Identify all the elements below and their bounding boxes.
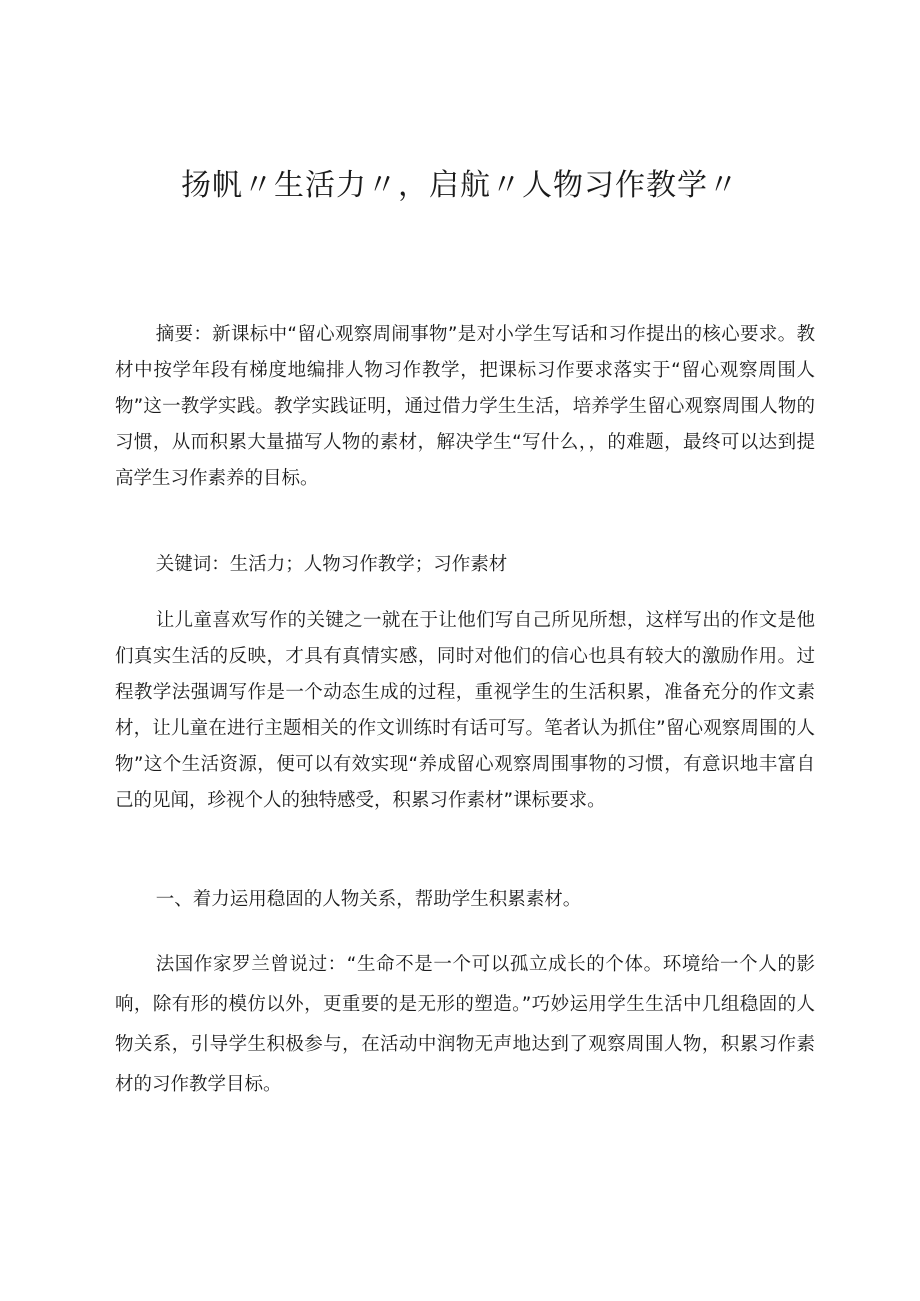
body-paragraph-2: 法国作家罗兰曾说过：“生命不是一个可以孤立成长的个体。环境给一个人的影响，除有形的模仿以外，更重要的是无形的塑造。”巧妙运用学生生活中几组稳固的人物关系，引导学生积极参与，在活动中润物无声地达到了观察周围人物，积累习作素材的习作教学目标。 (115, 954, 815, 1095)
body-section-intro (115, 603, 815, 819)
section-heading-1: 一、着力运用稳固的人物关系，帮助学生积累素材。 (155, 889, 582, 910)
keywords-section (115, 549, 815, 581)
body-section-1 (115, 945, 815, 1105)
abstract-section (115, 317, 815, 497)
body-paragraph-1: 让儿童喜欢写作的关键之一就在于让他们写自己所见所想，这样写出的作文是他们真实生活的反映，才具有真情实感，同时对他们的信心也具有较大的激励作用。过程教学法强调写作是一个动态生成的过程，重视学生的生活积累，准备充分的作文素材，让儿童在进行主题相关的作文训练时有话可写。笔者认为抓住”留心观察周围的人物”这个生活资源，便可以有效实现“养成留心观察周围事物的习惯，有意识地丰富自己的见闻，珍视个人的独特感受，积累习作素材”课标要求。 (115, 610, 815, 811)
document-title: 扬帆〃生活力〃，启航〃人物习作教学〃 (181, 168, 739, 203)
keywords-line: 关键词：生活力；人物习作教学；习作素材 (155, 554, 508, 575)
section-heading-1-wrapper (115, 882, 815, 918)
abstract-paragraph: 摘要：新课标中“留心观察周闹事物”是对小学生写话和习作提出的核心要求。教材中按学年段有梯度地编排人物习作教学，把课标习作要求落实于“留心观察周围人物”这一教学实践。教学实践证明，通过借力学生生活，培养学生留心观察周围人物的习惯，从而积累大量描写人物的素材，解决学生“写什么，，的难题，最终可以达到提高学生习作素养的目标。 (115, 324, 815, 489)
